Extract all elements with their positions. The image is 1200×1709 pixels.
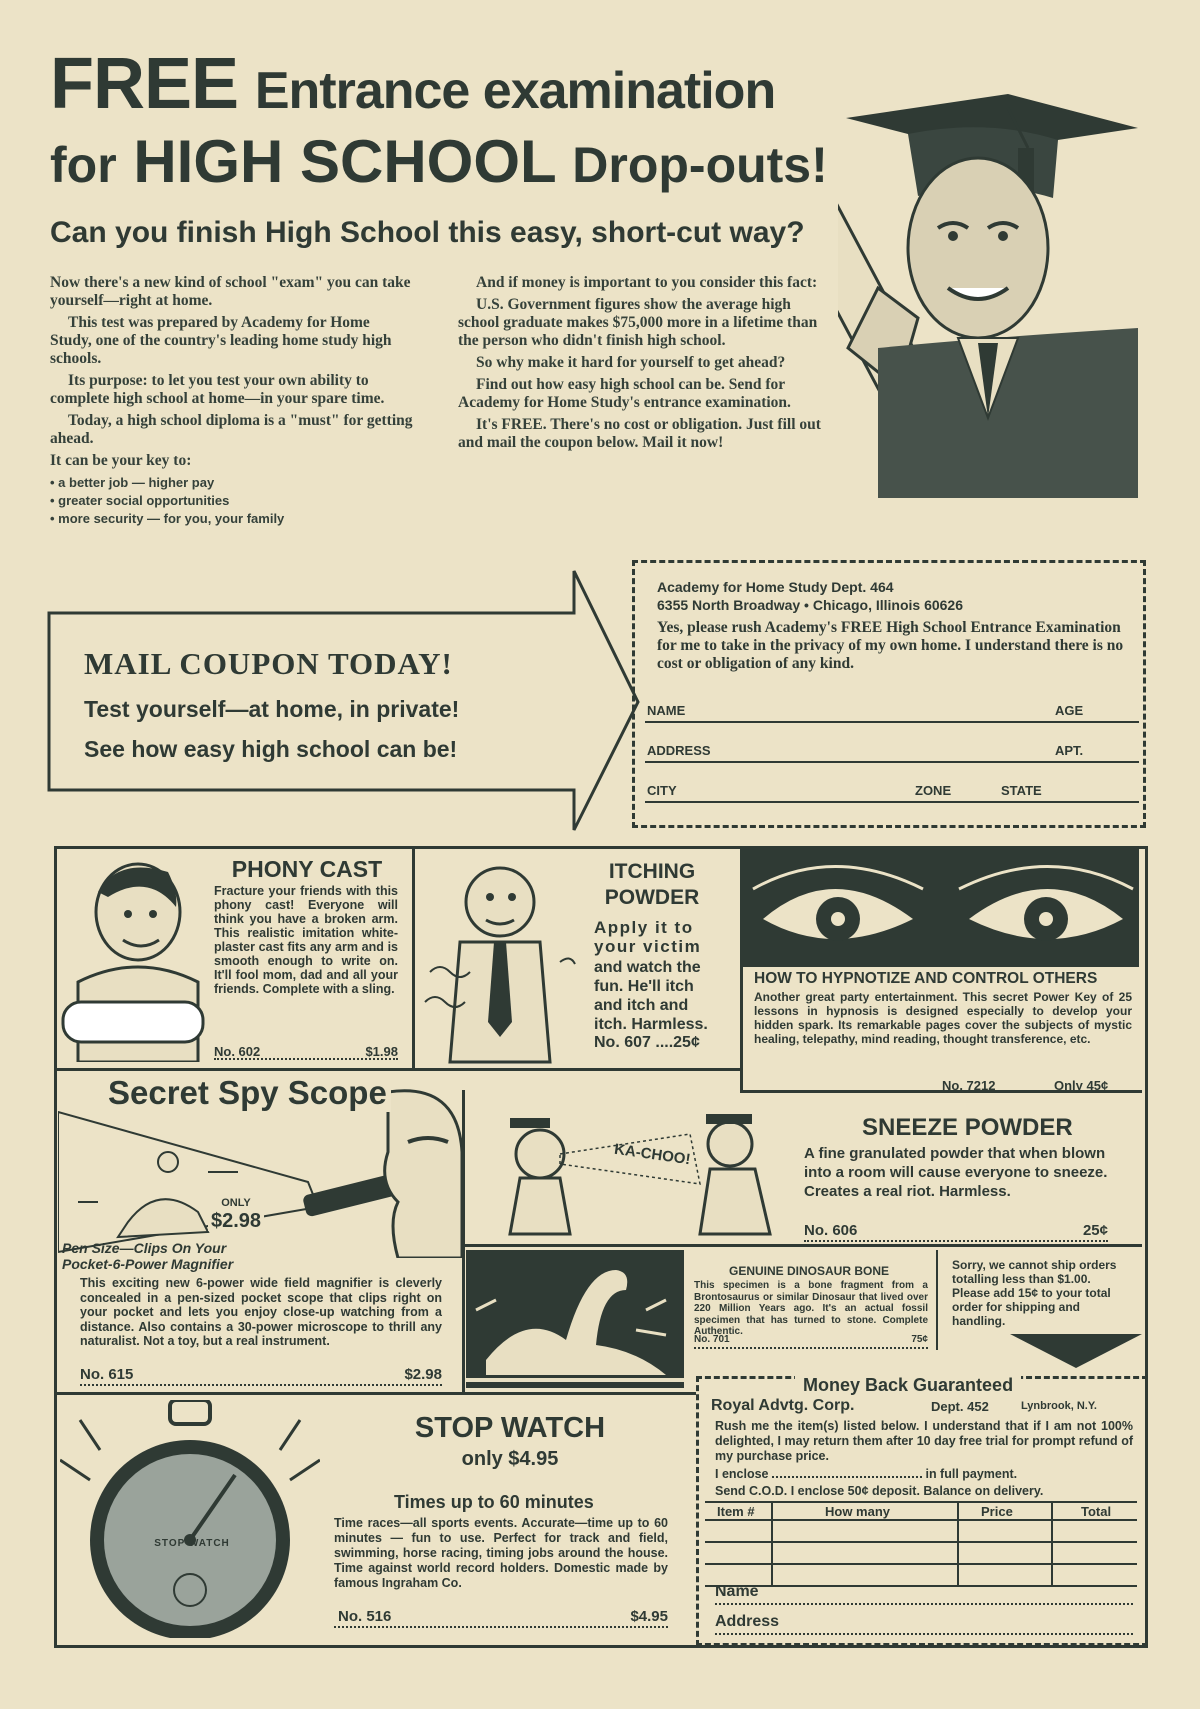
stopwatch-price: $4.95	[630, 1608, 668, 1625]
phony-cast-order-line	[214, 1044, 398, 1060]
benefit-list	[50, 474, 414, 528]
benefit-item: • a better job — higher pay	[50, 474, 414, 492]
left-p4: Today, a high school diploma is a "must" for getting ahead.	[50, 412, 413, 447]
itching-powder-price: 25¢	[673, 1034, 700, 1051]
sneeze-powder-order-line	[804, 1222, 1108, 1242]
headline-for: for	[50, 137, 117, 193]
left-column	[50, 274, 414, 528]
dinosaur-bone-number: No. 701	[694, 1334, 730, 1345]
coupon-city-field[interactable]	[645, 783, 1139, 803]
dinosaur-bone-price: 75¢	[911, 1334, 928, 1345]
coupon-age-label: AGE	[1055, 703, 1084, 718]
sneeze-powder-number: No. 606	[804, 1222, 858, 1239]
hypnotize-body: Another great party entertainment. This secret Power Key of 25 lessons in hypnosis is designed especially to develop your hidden spark. Its remarkable pages cover the subjects of mystic healing, telepathy, mind reading, thought transference, etc.	[754, 990, 1132, 1046]
spy-scope-subtitle-1: Pen Size—Clips On Your	[62, 1240, 227, 1256]
left-p1: Now there's a new kind of school "exam" you can take yourself—right at home.	[50, 274, 411, 309]
right-p3: So why make it hard for yourself to get ahead?	[476, 354, 786, 371]
stopwatch-subtitle: Times up to 60 minutes	[394, 1492, 594, 1512]
spy-scope-price: $2.98	[404, 1366, 442, 1383]
order-city: Lynbrook, N.Y.	[1021, 1400, 1097, 1412]
spy-scope-badge-price: $2.98	[210, 1210, 262, 1232]
sneeze-powder-price: 25¢	[1082, 1222, 1108, 1239]
arrow-line-2: See how easy high school can be!	[84, 736, 458, 762]
benefit-item: • greater social opportunities	[50, 492, 414, 510]
divider	[462, 1090, 465, 1392]
subheadline: Can you finish High School this easy, short-cut way?	[50, 216, 805, 249]
order-col-how-many: How many	[825, 1504, 891, 1519]
hypnotic-eyes-illustration	[743, 849, 1139, 967]
phony-cast-body: Fracture your friends with this phony cast! Everyone will think you have a broken arm. This realistic imitation white-plaster cast fits any arm and is smooth enough to write on. It'll fool mom, dad and all your friends. Complete with a sling.	[214, 884, 398, 996]
graduate-illustration	[838, 88, 1138, 498]
table-rule	[705, 1519, 1137, 1521]
arrow-line-1: Test yourself—at home, in private!	[84, 696, 460, 722]
dinosaur-illustration	[466, 1250, 684, 1388]
stopwatch-price-headline: only $4.95	[461, 1448, 559, 1470]
table-rule	[705, 1541, 1137, 1543]
sneeze-powder-title: SNEEZE POWDER	[862, 1114, 1073, 1141]
spy-scope-title: Secret Spy Scope	[104, 1074, 391, 1112]
coupon-zone-label: ZONE	[915, 783, 952, 798]
sneeze-sound-text: KA-CHOO!	[613, 1140, 692, 1169]
order-address-field[interactable]	[715, 1611, 1133, 1635]
spy-scope-body: This exciting new 6-power wide field magnifier is cleverly concealed in a pen-sized pocket scope that clips right on your pocket and lets you enjoy close-up watching from a distance. Also contains a 30-power microscope to thrill any naturalist. Not a toy, but a real instrument.	[80, 1276, 442, 1348]
phony-cast-illustration	[58, 852, 208, 1062]
order-enclose-field[interactable]	[772, 1476, 922, 1478]
spy-scope-number: No. 615	[80, 1366, 134, 1383]
order-col-item: Item #	[717, 1504, 755, 1519]
spy-scope-badge-only: ONLY	[221, 1197, 251, 1209]
order-address-label: Address	[715, 1613, 780, 1630]
right-column	[458, 274, 824, 456]
coupon-state-label: STATE	[1001, 783, 1042, 798]
table-rule	[771, 1501, 773, 1587]
right-p2: U.S. Government figures show the average high school graduate makes $75,000 more in a lifetime than the person who didn't finish high school.	[458, 296, 818, 349]
divider	[464, 1244, 1142, 1247]
stopwatch-order-line	[334, 1608, 668, 1628]
divider	[412, 846, 415, 1068]
dinosaur-bone-title: GENUINE DINOSAUR BONE	[728, 1264, 889, 1278]
order-name-field[interactable]	[715, 1581, 1133, 1605]
minimum-order-notice: Sorry, we cannot ship orders totalling less than $1.00. Please add 15¢ to your total order for shipping and handling.	[952, 1258, 1117, 1328]
phony-cast-price: $1.98	[365, 1044, 398, 1059]
sneeze-powder-illustration	[470, 1094, 800, 1244]
hypnotize-title: HOW TO HYPNOTIZE AND CONTROL OTHERS	[754, 970, 1098, 987]
table-rule	[1051, 1501, 1053, 1587]
itching-powder-illustration	[420, 852, 580, 1064]
coupon-address-field[interactable]	[645, 743, 1139, 763]
itching-powder-title-2: POWDER	[604, 886, 700, 909]
left-key-intro: It can be your key to:	[50, 452, 192, 469]
coupon-name-label: NAME	[647, 703, 686, 718]
itching-powder-body-1: Apply it to your victim	[594, 918, 702, 956]
table-rule	[705, 1563, 1137, 1565]
table-rule	[705, 1501, 1137, 1503]
headline-line-2	[50, 128, 828, 195]
stopwatch-illustration	[60, 1400, 320, 1638]
order-cod-line: Send C.O.D. I enclose 50¢ deposit. Balance on delivery.	[715, 1484, 1044, 1498]
order-table[interactable]	[705, 1501, 1137, 1587]
hypnotize-number: No. 7212	[942, 1078, 996, 1093]
right-p4: Find out how easy high school can be. Send for Academy for Home Study's entrance examination.	[458, 376, 791, 411]
stopwatch-body: Time races—all sports events. Accurate—time up to 60 minutes — fun to use. Perfect for track and field, swimming, horse racing, timing jobs around the house. Time against world record holders. Domestic made by famous Ingraham Co.	[334, 1516, 668, 1590]
order-col-total: Total	[1081, 1504, 1112, 1519]
order-dept: Dept. 452	[931, 1399, 989, 1414]
divider	[936, 1250, 938, 1350]
right-p1: And if money is important to you consider this fact:	[476, 274, 818, 291]
divider	[54, 1392, 696, 1395]
divider	[54, 1068, 740, 1071]
coupon-apt-label: APT.	[1055, 743, 1084, 758]
arrow-down-icon	[1010, 1334, 1142, 1368]
right-p5: It's FREE. There's no cost or obligation. Just fill out and mail the coupon below. Mail it now!	[458, 416, 821, 451]
sneeze-powder-body: A fine granulated powder that when blown into a room will cause everyone to sneeze. Creates a real riot. Harmless.	[804, 1145, 1108, 1200]
itching-powder-title-1: ITCHING	[608, 860, 696, 883]
order-name-label: Name	[715, 1583, 759, 1600]
stopwatch-dial-label: STOP WATCH	[154, 1538, 230, 1549]
phony-cast-number: No. 602	[214, 1044, 261, 1059]
headline-entrance: Entrance examination	[254, 62, 776, 120]
order-enclose-rest: in full payment.	[925, 1467, 1018, 1481]
hypnotize-price: Only 45¢	[1054, 1078, 1109, 1093]
coupon-address-1: Academy for Home Study Dept. 464	[657, 579, 894, 595]
left-p2: This test was prepared by Academy for Home Study, one of the country's leading home study high schools.	[50, 314, 392, 367]
order-enclose-label: I enclose	[715, 1467, 769, 1481]
stopwatch-title: STOP WATCH	[414, 1412, 606, 1444]
order-col-price: Price	[981, 1504, 1013, 1519]
headline-line-1	[50, 44, 776, 124]
coupon-city-label: CITY	[647, 783, 677, 798]
order-body: Rush me the item(s) listed below. I understand that if I am not 100% delighted, I may return them after 10 day free trial for prompt refund of my purchase price.	[715, 1419, 1133, 1463]
spy-scope-subtitle-2: Pocket-6-Power Magnifier	[62, 1256, 234, 1272]
order-coupon[interactable]	[696, 1376, 1148, 1646]
academy-coupon[interactable]	[632, 560, 1146, 828]
phony-cast-title: PHONY CAST	[231, 856, 383, 882]
headline-free: FREE	[50, 44, 239, 124]
money-back-guarantee: Money Back Guaranteed	[795, 1375, 1021, 1396]
coupon-name-field[interactable]	[645, 703, 1139, 723]
dinosaur-bone-body: This specimen is a bone fragment from a Brontosaurus or similar Dinosaur that lived over 220 Million Years ago. It's an actual fossil specimen that has turned to stone. Complete Authentic.	[694, 1280, 928, 1337]
order-enclose-line	[715, 1467, 1133, 1482]
coupon-body: Yes, please rush Academy's FREE High School Entrance Examination for me to take in the privacy of my own home. I understand there is no cost or obligation of any kind.	[657, 619, 1124, 672]
coupon-address-label: ADDRESS	[647, 743, 711, 758]
arrow-title: MAIL COUPON TODAY!	[84, 646, 453, 681]
headline-high-school: HIGH SCHOOL	[133, 128, 556, 195]
order-company: Royal Advtg. Corp.	[711, 1397, 855, 1414]
itching-powder-order-line: No. 607 ....25¢	[594, 1034, 700, 1051]
stopwatch-number: No. 516	[338, 1608, 392, 1625]
coupon-address-2: 6355 North Broadway • Chicago, Illinois 60626	[657, 597, 964, 613]
itching-powder-number: No. 607	[594, 1034, 651, 1051]
table-rule	[957, 1501, 959, 1587]
itching-powder-body-2: and watch the fun. He'll itch and itch and itch. Harmless.	[594, 959, 708, 1033]
left-p3: Its purpose: to let you test your own ability to complete high school at home—in your spare time.	[50, 372, 385, 407]
benefit-item: • more security — for you, your family	[50, 510, 414, 528]
headline-dropouts: Drop-outs!	[572, 137, 828, 193]
spy-scope-order-line	[80, 1366, 442, 1386]
spy-scope-price-badge	[208, 1196, 264, 1231]
dinosaur-bone-order-line	[694, 1334, 928, 1349]
